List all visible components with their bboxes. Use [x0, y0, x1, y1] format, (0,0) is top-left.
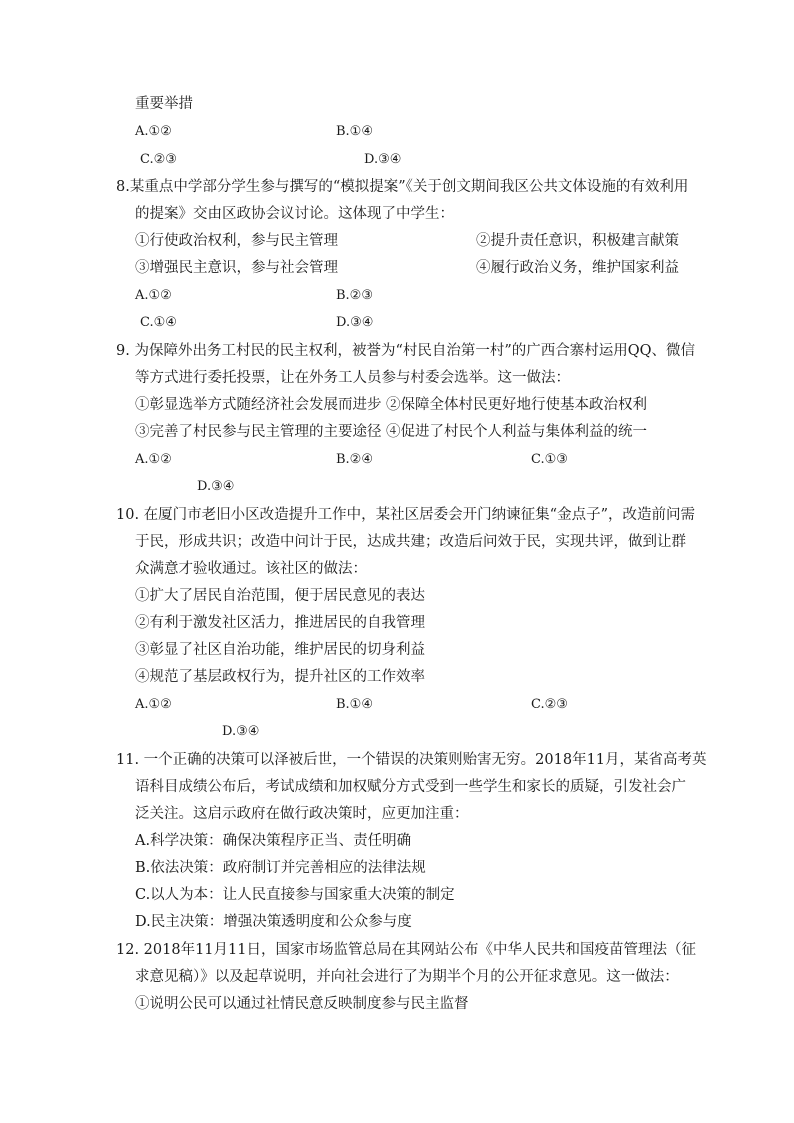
- q9-option-c: C.①③: [531, 452, 568, 467]
- q9-stem-line-1: 9. 为保障外出务工村民的民主权利，被誉为“村民自治第一村”的广西合寨村运用QQ、微信: [116, 343, 696, 359]
- q11-stem-line-2: 语科目成绩公布后，考试成绩和加权赋分方式受到一些学生和家长的质疑，引发社会广: [135, 779, 686, 795]
- q8-option-a: A.①②: [135, 288, 172, 303]
- q11-option-a: A.科学决策：确保决策程序正当、责任明确: [135, 833, 412, 849]
- q11-stem-line-3: 泛关注。这启示政府在做行政决策时，应更加注重：: [135, 806, 469, 822]
- q9-statement-4: ④促进了村民个人利益与集体利益的统一: [386, 424, 647, 440]
- q11-option-c: C.以人为本：让人民直接参与国家重大决策的制定: [135, 887, 455, 903]
- q9-statement-1: ①彰显选举方式随经济社会发展而进步: [135, 397, 382, 413]
- q7-option-b: B.①④: [336, 124, 373, 139]
- q11-stem-line-1: 11. 一个正确的决策可以泽被后世，一个错误的决策则贻害无穷。2018年11月，某省高考英: [116, 752, 707, 768]
- q10-stem-line-2: 于民，形成共识；改造中问计于民，达成共建；改造后问效于民，实现共评，做到让群: [135, 534, 686, 550]
- q9-statement-3: ③完善了村民参与民主管理的主要途径: [135, 424, 382, 440]
- q12-stem-line-1: 12. 2018年11月11日，国家市场监管总局在其网站公布《中华人民共和国疫苗管理法（征: [116, 942, 696, 958]
- q10-statement-3: ③彰显了社区自治功能，维护居民的切身利益: [135, 642, 425, 658]
- q9-option-a: A.①②: [135, 452, 172, 467]
- q8-stem-line-1: 8.某重点中学部分学生参与撰写的“模拟提案”《关于创文期间我区公共文体设施的有效利用: [116, 179, 689, 195]
- q8-statement-3: ③增强民主意识，参与社会管理: [135, 260, 338, 276]
- q11-option-d: D.民主决策：增强决策透明度和公众参与度: [135, 914, 412, 930]
- q10-option-b: B.①④: [336, 697, 373, 712]
- q8-option-c: C.①④: [140, 315, 177, 330]
- q9-option-d: D.③④: [197, 479, 235, 494]
- q10-statement-4: ④规范了基层政权行为，提升社区的工作效率: [135, 669, 425, 685]
- q10-statement-2: ②有利于激发社区活力，推进居民的自我管理: [135, 615, 425, 631]
- q10-stem-line-3: 众满意才验收通过。该社区的做法：: [135, 561, 367, 577]
- q7-continuation: 重要举措: [135, 96, 193, 112]
- q10-option-a: A.①②: [135, 697, 172, 712]
- q11-option-b: B.依法决策：政府制订并完善相应的法律法规: [135, 860, 426, 876]
- q10-statement-1: ①扩大了居民自治范围，便于居民意见的表达: [135, 588, 425, 604]
- q8-statement-1: ①行使政治权利，参与民主管理: [135, 233, 338, 249]
- q8-statement-4: ④履行政治义务，维护国家利益: [476, 260, 679, 276]
- q7-option-d: D.③④: [364, 152, 402, 167]
- q10-stem-line-1: 10. 在厦门市老旧小区改造提升工作中，某社区居委会开门纳谏征集“金点子”，改造前问需: [116, 507, 695, 523]
- q12-statement-1: ①说明公民可以通过社情民意反映制度参与民主监督: [135, 996, 469, 1012]
- q12-stem-line-2: 求意见稿）》以及起草说明，并向社会进行了为期半个月的公开征求意见。这一做法：: [135, 969, 679, 985]
- q8-option-d: D.③④: [336, 315, 374, 330]
- q9-option-b: B.②④: [336, 452, 373, 467]
- q9-statement-2: ②保障全体村民更好地行使基本政治权利: [386, 397, 647, 413]
- q8-statement-2: ②提升责任意识，积极建言献策: [476, 233, 679, 249]
- q9-stem-line-2: 等方式进行委托投票，让在外务工人员参与村委会选举。这一做法：: [135, 370, 570, 386]
- q10-option-d: D.③④: [222, 724, 260, 739]
- q7-option-c: C.②③: [140, 152, 177, 167]
- q7-option-a: A.①②: [135, 124, 172, 139]
- q10-option-c: C.②③: [531, 697, 568, 712]
- q8-option-b: B.②③: [336, 288, 373, 303]
- q8-stem-line-2: 的提案》交由区政协会议讨论。这体现了中学生：: [135, 206, 454, 222]
